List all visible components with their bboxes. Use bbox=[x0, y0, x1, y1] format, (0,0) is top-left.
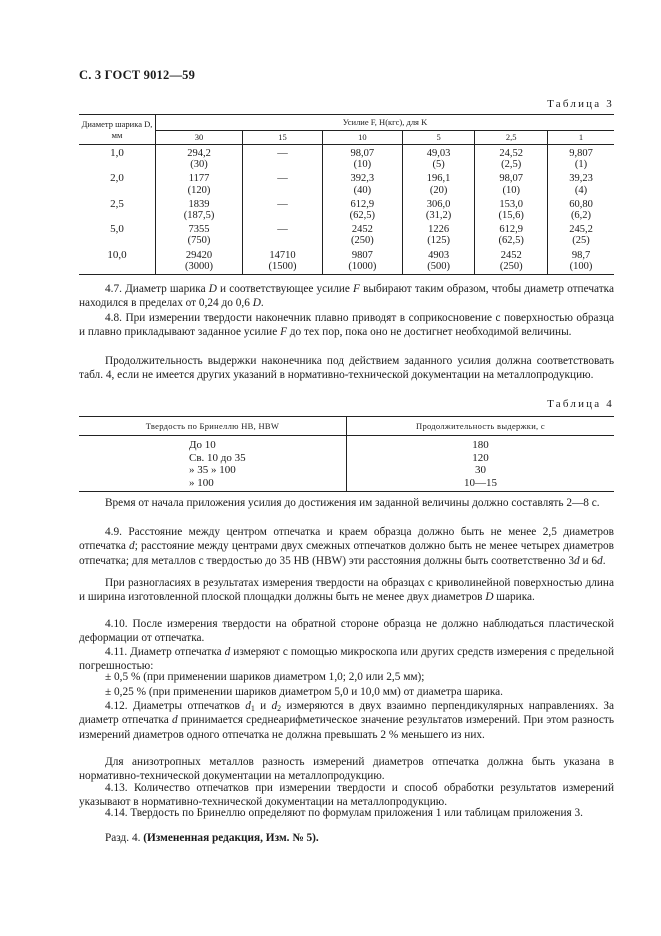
diameter-cell: 10,0 bbox=[79, 247, 156, 275]
force-newton: 1177 bbox=[188, 173, 210, 185]
force-newton: — bbox=[277, 148, 288, 159]
force-cell bbox=[475, 196, 548, 221]
force-newton: 294,2 bbox=[187, 148, 211, 159]
force-newton: 1226 bbox=[428, 224, 450, 236]
force-kgf: (125) bbox=[427, 235, 450, 247]
duration-cell: 180 bbox=[347, 436, 615, 452]
para-4-8: 4.8. При измерении твердости наконечник плавно приводят в соприкосновение с поверхностью образца и плавно прикладывают заданное усилие F до тех пор, пока оно не достигнет необходимой величины. bbox=[79, 312, 614, 339]
force-newton: 9807 bbox=[351, 249, 373, 261]
force-cell bbox=[322, 145, 402, 171]
page-header: С. 3 ГОСТ 9012—59 bbox=[79, 68, 196, 82]
table-row bbox=[79, 221, 614, 246]
force-kgf: (10) bbox=[502, 184, 520, 196]
force-kgf: (62,5) bbox=[349, 210, 376, 222]
para-4-9: 4.9. Расстояние между центром отпечатка и краем образца должно быть не менее 2,5 диаметров отпечатка d; расстояние между центрами двух смежных отпечатков должно быть не менее четырех диаметров отпечатка; для металлов с твердостью до 35 НВ (НBW) эти расстояния должны быть соответственно 3d и 6d. bbox=[79, 526, 614, 567]
force-newton: 1839 bbox=[188, 198, 210, 210]
table-row bbox=[79, 477, 614, 492]
force-cell bbox=[322, 170, 402, 195]
force-kgf: (15,6) bbox=[498, 210, 524, 222]
table-row bbox=[79, 196, 614, 221]
force-newton: 98,07 bbox=[499, 173, 524, 185]
force-cell bbox=[322, 247, 402, 275]
force-kgf: (187,5) bbox=[183, 210, 215, 222]
force-newton: — bbox=[277, 173, 288, 185]
hardness-cell: Св. 10 до 35 bbox=[189, 451, 246, 464]
force-newton: 306,0 bbox=[426, 198, 451, 210]
force-newton: 612,9 bbox=[499, 224, 524, 236]
force-kgf: (40) bbox=[353, 184, 372, 196]
force-kgf: (750) bbox=[187, 235, 211, 247]
para-section-note: Разд. 4. (Измененная редакция, Изм. № 5). bbox=[105, 832, 319, 844]
force-newton: 49,03 bbox=[426, 148, 451, 159]
force-newton: 196,1 bbox=[426, 173, 451, 185]
force-newton: 7355 bbox=[188, 224, 210, 236]
k-header: 5 bbox=[402, 130, 475, 144]
table-row bbox=[79, 452, 614, 465]
hardness-cell: До 10 bbox=[189, 439, 216, 451]
para-4-10: 4.10. После измерения твердости на обратной стороне образца не должно наблюдаться пластической деформации от отпечатка. bbox=[79, 618, 614, 645]
k-header: 1 bbox=[548, 130, 614, 144]
force-cell bbox=[243, 196, 323, 221]
force-cell bbox=[322, 221, 402, 246]
k-header: 10 bbox=[322, 130, 402, 144]
duration-cell: 10—15 bbox=[347, 477, 615, 492]
force-kgf: (62,5) bbox=[498, 235, 524, 247]
hardness-header: Твердость по Бринеллю НВ, НBW bbox=[79, 417, 347, 436]
force-kgf: (120) bbox=[187, 184, 211, 196]
force-cell bbox=[322, 196, 402, 221]
table-row bbox=[79, 170, 614, 195]
force-cell bbox=[475, 170, 548, 195]
force-newton: — bbox=[277, 224, 288, 236]
force-cell bbox=[402, 170, 475, 195]
force-kgf: (5) bbox=[432, 159, 445, 171]
force-newton: 392,3 bbox=[350, 173, 375, 185]
k-header: 15 bbox=[243, 130, 323, 144]
table-row bbox=[79, 464, 614, 477]
hardness-cell: » 100 bbox=[79, 477, 347, 492]
force-newton: 9,807 bbox=[569, 148, 593, 159]
force-kgf: (30) bbox=[190, 159, 208, 171]
force-kgf: (250) bbox=[499, 260, 523, 272]
force-kgf: (10) bbox=[353, 159, 372, 171]
para-4-11-item-1: ± 0,5 % (при применении шариков диаметром 1,0; 2,0 или 2,5 мм); bbox=[105, 671, 425, 683]
para-time: Время от начала приложения усилия до достижения им заданной величины должно составлять 2—8 с. bbox=[105, 497, 600, 509]
force-cell bbox=[156, 247, 243, 275]
force-kgf: (1) bbox=[574, 159, 588, 171]
force-cell bbox=[156, 170, 243, 195]
force-newton: 39,23 bbox=[569, 173, 593, 185]
force-newton: 4903 bbox=[428, 249, 450, 261]
force-cell bbox=[402, 196, 475, 221]
force-newton: 245,2 bbox=[569, 224, 593, 236]
force-kgf bbox=[243, 235, 322, 246]
force-kgf: (100) bbox=[569, 260, 593, 272]
force-cell bbox=[402, 247, 475, 275]
duration-header: Продолжительность выдержки, с bbox=[347, 417, 615, 436]
force-kgf: (4) bbox=[574, 184, 588, 196]
table-3-caption: Таблица 3 bbox=[547, 98, 614, 110]
table-row bbox=[79, 436, 614, 452]
diameter-cell: 1,0 bbox=[79, 145, 156, 171]
force-newton: 60,80 bbox=[569, 198, 593, 210]
k-header: 2,5 bbox=[475, 130, 548, 144]
force-kgf: (6,2) bbox=[570, 210, 592, 222]
force-kgf bbox=[243, 185, 322, 196]
force-newton: 14710 bbox=[269, 249, 296, 261]
para-anisotropic: Для анизотропных металлов разность измерений диаметров отпечатка должна быть указана в нормативно-технической документации на металлопродукцию. bbox=[79, 756, 614, 783]
para-4-12: 4.12. Диаметры отпечатков $d_1$ и $d_2$ измеряются в двух взаимно перпендикулярных направлениях. За диаметр отпечатка d принимается среднеарифметическое значение результатов измерений. При этом разность измерений диаметров одного отпечатка не должна превышать 2 % меньшего из них. bbox=[79, 700, 615, 741]
force-cell bbox=[548, 221, 614, 246]
diameter-cell: 2,0 bbox=[79, 170, 156, 195]
force-cell bbox=[475, 247, 548, 275]
para-4-14: 4.14. Твердость по Бринеллю определяют по формулам приложения 1 или таблицам приложения 3. bbox=[105, 807, 584, 819]
para-4-13: 4.13. Количество отпечатков при измерении твердости и способ обработки результатов измерений указывают в нормативно-технической документации на металлопродукцию. bbox=[79, 782, 614, 809]
force-header bbox=[156, 115, 615, 131]
force-kgf: (20) bbox=[429, 184, 448, 196]
table-4 bbox=[79, 416, 614, 492]
force-kgf bbox=[243, 159, 322, 170]
para-duration: Продолжительность выдержки наконечника под действием заданного усилия должна соответствовать табл. 4, если не имеется других указаний в нормативно-технической документации на металлопродукцию. bbox=[79, 355, 614, 382]
force-newton: 2452 bbox=[500, 249, 522, 261]
force-cell bbox=[243, 170, 323, 195]
table-row bbox=[79, 145, 614, 171]
para-disagreement: При разногласиях в результатах измерения твердости на образцах с криволинейной поверхностью длина и ширина изготовленной плоской площадки должны быть не менее двух диаметров D шарика. bbox=[79, 577, 614, 604]
force-newton: 98,07 bbox=[350, 148, 375, 159]
force-cell bbox=[156, 221, 243, 246]
force-newton: 29420 bbox=[185, 249, 213, 261]
hardness-cell: » 35 » 100 bbox=[189, 464, 236, 476]
force-cell bbox=[243, 221, 323, 246]
force-cell bbox=[548, 247, 614, 275]
force-newton: 612,9 bbox=[350, 198, 375, 210]
para-4-7: 4.7. Диаметр шарика D и соответствующее усилие F выбирают таким образом, чтобы диаметр отпечатка находился в пределах от 0,24 до 0,6 D. bbox=[79, 283, 614, 310]
diameter-cell: 2,5 bbox=[79, 196, 156, 221]
force-cell bbox=[548, 145, 614, 171]
force-cell bbox=[243, 247, 323, 275]
force-cell bbox=[475, 145, 548, 171]
force-header-text: Усилие F, Н(кгс), для K bbox=[342, 117, 428, 128]
force-cell bbox=[156, 196, 243, 221]
force-cell bbox=[402, 221, 475, 246]
k-header: 30 bbox=[156, 130, 243, 144]
force-cell bbox=[402, 145, 475, 171]
force-newton: 24,52 bbox=[499, 148, 524, 159]
force-cell bbox=[475, 221, 548, 246]
duration-cell: 120 bbox=[347, 452, 615, 465]
col-diameter-header: Диаметр шарика D, мм bbox=[79, 115, 156, 145]
table-3 bbox=[79, 114, 614, 275]
force-cell bbox=[548, 170, 614, 195]
diameter-cell: 5,0 bbox=[79, 221, 156, 246]
force-cell bbox=[243, 145, 323, 171]
force-kgf: (25) bbox=[572, 235, 590, 247]
force-kgf: (2,5) bbox=[501, 159, 522, 171]
force-kgf: (3000) bbox=[185, 260, 214, 272]
force-cell bbox=[548, 196, 614, 221]
force-newton: 2452 bbox=[351, 224, 373, 236]
table-4-caption: Таблица 4 bbox=[547, 398, 614, 410]
force-kgf: (1500) bbox=[268, 260, 297, 272]
table-row bbox=[79, 247, 614, 275]
force-newton: 153,0 bbox=[499, 198, 524, 210]
force-kgf bbox=[243, 210, 322, 221]
para-4-11: 4.11. Диаметр отпечатка d измеряют с помощью микроскопа или других средств измерения с предельной погрешностью: bbox=[79, 646, 614, 673]
force-kgf: (500) bbox=[427, 260, 450, 272]
force-newton: — bbox=[277, 198, 288, 210]
force-newton: 98,7 bbox=[571, 249, 591, 261]
force-kgf: (1000) bbox=[348, 260, 377, 272]
force-kgf: (250) bbox=[350, 235, 374, 247]
para-4-11-item-2: ± 0,25 % (при применении шариков диаметром 5,0 и 10,0 мм) от диаметра шарика. bbox=[105, 686, 503, 698]
force-cell bbox=[156, 145, 243, 171]
force-kgf: (31,2) bbox=[425, 210, 452, 222]
duration-cell: 30 bbox=[347, 464, 615, 477]
